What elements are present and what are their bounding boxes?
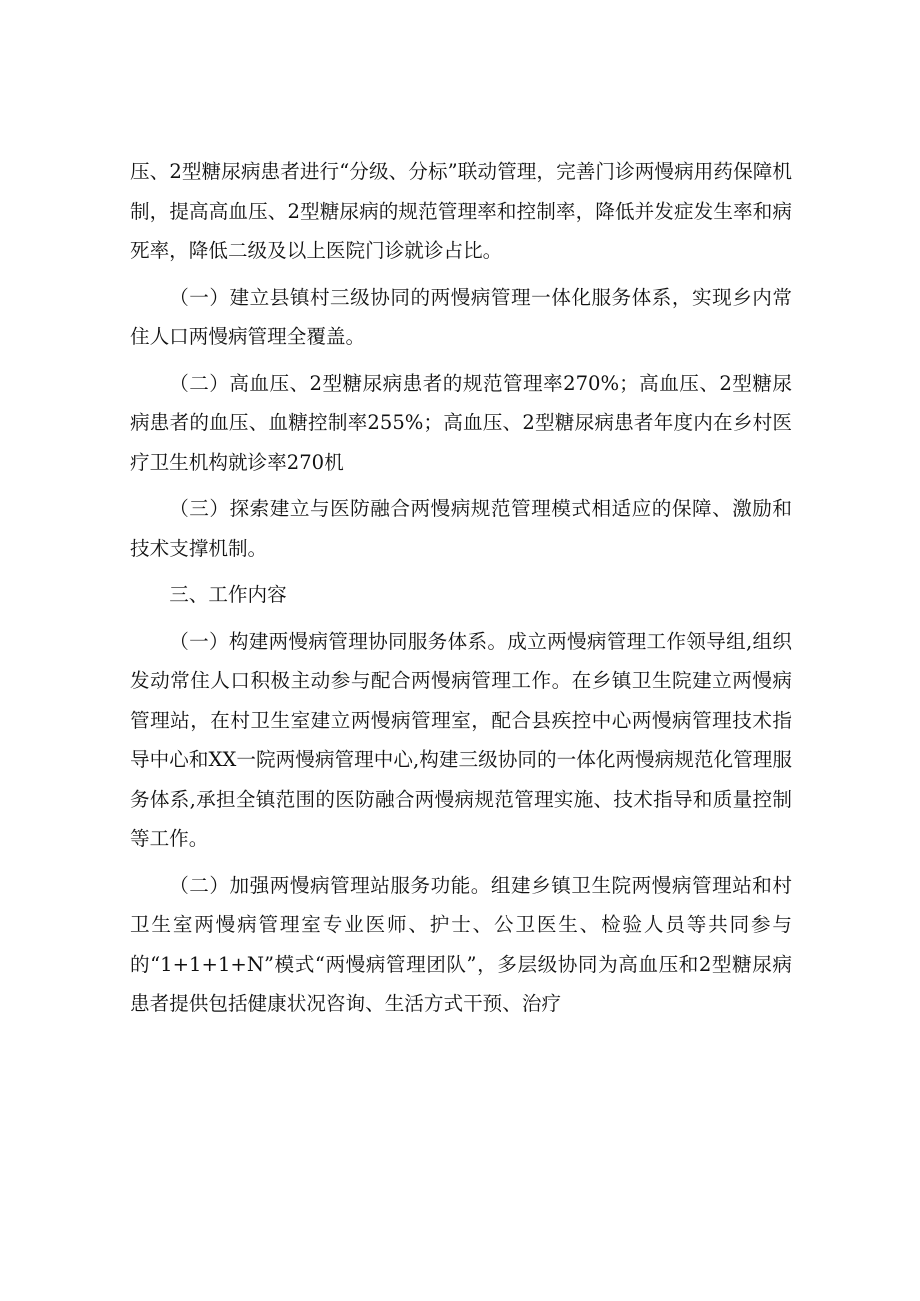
- paragraph-continued: 压、2型糖尿病患者进行“分级、分标”联动管理，完善门诊两慢病用药保障机制，提高高血压、2型糖尿病的规范管理率和控制率，降低并发症发生率和病死率，降低二级及以上医院门诊就诊占比。: [130, 160, 792, 262]
- paragraph-goal-3: （三）探索建立与医防融合两慢病规范管理模式相适应的保障、激励和技术支撑机制。: [130, 497, 792, 560]
- section-heading-work-content: 三、工作内容: [169, 583, 287, 606]
- paragraph-work-2: （二）加强两慢病管理站服务功能。组建乡镇卫生院两慢病管理站和村卫生室两慢病管理室专业医师、护士、公卫医生、检验人员等共同参与的“1+1+1+N”模式“两慢病管理团队”，多层级协同为高血压和2型糖尿病患者提供包括健康状况咨询、生活方式干预、治疗: [130, 873, 792, 1015]
- paragraph-goal-2: （二）高血压、2型糖尿病患者的规范管理率270%；高血压、2型糖尿病患者的血压、血糖控制率255%；高血压、2型糖尿病患者年度内在乡村医疗卫生机构就诊率270机: [130, 371, 792, 474]
- document-body: [130, 152, 792, 1031]
- paragraph-work-1: （一）构建两慢病管理协同服务体系。成立两慢病管理工作领导组,组织发动常住人口积极主动参与配合两慢病管理工作。在乡镇卫生院建立两慢病管理站，在村卫生室建立两慢病管理室，配合县疾控中心两慢病管理技术指导中心和XX一院两慢病管理中心,构建三级协同的一体化两慢病规范化管理服务体系,承担全镇范围的医防融合两慢病规范管理实施、技术指导和质量控制等工作。: [130, 629, 792, 850]
- paragraph-goal-1: （一）建立县镇村三级协同的两慢病管理一体化服务体系，实现乡内常住人口两慢病管理全覆盖。: [130, 285, 792, 348]
